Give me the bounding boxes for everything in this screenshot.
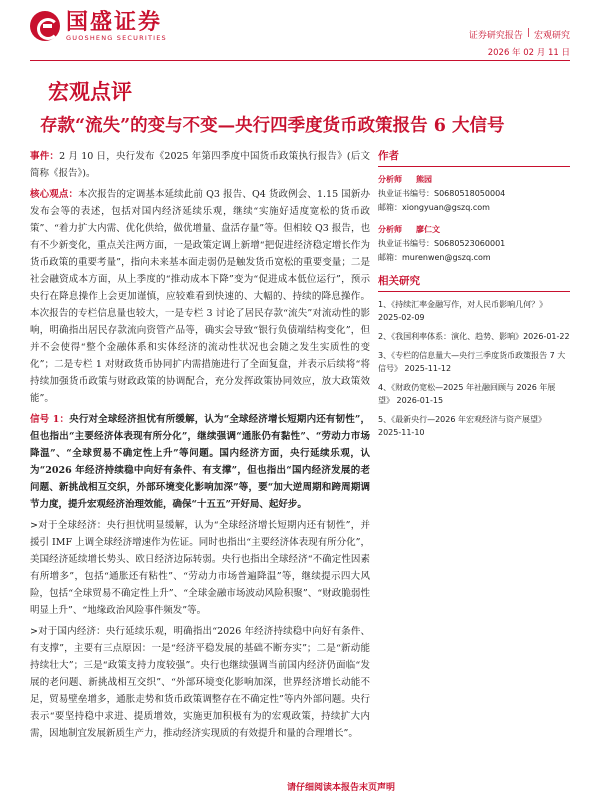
category-separator: |: [526, 28, 530, 38]
related-report-link[interactable]: 3、《专栏的信息量大—央行三季度货币政策报告 7 大信号》 2025-11-12: [378, 351, 566, 373]
analyst-email[interactable]: xiongyuan@gszq.com: [402, 203, 490, 212]
cert-label: 执业证书编号：: [378, 239, 434, 248]
analyst-name: 熊园: [416, 175, 432, 184]
analyst-role: 分析师: [378, 175, 402, 184]
report-header: [0, 0, 600, 66]
main-body: [30, 148, 370, 746]
doc-type: 宏观点评: [48, 79, 132, 104]
logo-name-en: GUOSHENG SECURITIES: [66, 34, 167, 42]
related-report-link[interactable]: 1、《持续汇率金融写作，对人民币影响几何？》 2025-02-09: [378, 300, 548, 322]
analyst-email[interactable]: murenwen@gszq.com: [402, 253, 491, 262]
report-date: 2026 年 02 月 11 日: [487, 48, 570, 58]
authors-heading: 作者: [378, 148, 570, 167]
cert-number: S0680523060001: [434, 239, 506, 248]
global-economy-paragraph: >对于全球经济：央行担忧明显缓解，认为“全球经济增长短期内还有韧性”，并援引 IMF 上调全球经济增速作为佐证。同时也指出“主要经济体表现有所分化”，美国经济延续增长势头、欧日经济边际转弱。央行也指出全球经济“不确定性因素有所增多”，包括“通胀还有粘性”、“劳动力市场普遍降温”等，继续提示四大风险，包括“全球贸易不确定性上升”、“全球金融市场波动风险积聚”、“财政脆弱性明显上升”、“地缘政治风险事件频发”等。: [30, 520, 370, 616]
logo-name-cn: 国盛证券: [66, 9, 163, 35]
signal1-label: 信号 1：: [30, 414, 70, 425]
logo-icon: [30, 11, 60, 41]
domestic-economy-paragraph: >对于国内经济：央行延续乐观，明确指出“2026 年经济持续稳中向好有条件、有支撑”，主要有三点原因：一是“经济平稳发展的基础不断夯实”；二是“新动能持续壮大”；三是“政策支持力度较强”。央行也继续强调当前国内经济仍面临“发展的老问题、新挑战相互交织”、“外部环境变化影响加深，世界经济增长动能不足，贸易壁垒增多，通胀走势和货币政策调整存在不确定性”等内外部问题。央行表示“要坚持稳中求进、提质增效，实施更加积极有为的宏观政策，持续扩大内需，因地制宜发展新质生产力，推动经济实现质的有效提升和量的合理增长”。: [30, 626, 370, 739]
analyst-role: 分析师: [378, 225, 402, 234]
email-label: 邮箱：: [378, 203, 402, 212]
analyst-card: [378, 223, 570, 265]
related-heading: 相关研究: [378, 273, 570, 292]
report-category: [469, 28, 570, 41]
email-label: 邮箱：: [378, 253, 402, 262]
related-report-link[interactable]: 4、《财政仍宽松—2025 年社融回顾与 2026 年展望》 2026-01-15: [378, 383, 556, 405]
core-text: 本次报告的定调基本延续此前 Q3 报告、Q4 货政例会、1.15 国新办发布会等的表述，包括对国内经济延续乐观，继续“实施好适度宽松的货币政策”、“着力扩大内需、优化供给，做优增量、盘活存量”等。但相较 Q3 报告，也有不少新变化，重点关注两方面，一是政策定调上新增“把促进经济稳定增长作为货币政策的重要考量”，指向未来基本面走弱仍是触发货币宽松的重要变量；二是社会融资成本方面，从上季度的“推动成本下降”变为“促进成本低位运行”，预示央行在降息操作上会更加谨慎，应较难看到快速的、大幅的、持续的降息操作。本次报告的专栏信息量也较大，一是专栏 3 讨论了居民存款“流失”对流动性的影响，明确指出居民存款流向资管产品等，确实会导致“银行负债端结构变化”，但并不会使得“整个金融体系和实体经济的流动性状况也会随之发生实质性的变化”；二是专栏 1 对财政货币协同扩内需措施进行了全面复盘，并表示后续将“将持续加强货币政策与财政政策的协调配合，充分发挥政策协同效应，放大政策效能”。: [30, 189, 370, 404]
analyst-card: [378, 173, 570, 215]
analyst-name: 廖仁文: [416, 225, 440, 234]
event-text: 2 月 10 日，央行发布《2025 年第四季度中国货币政策执行报告》(后文简称《报告》)。: [30, 151, 370, 179]
footer-disclaimer: 请仔细阅读本报告末页声明: [286, 783, 395, 793]
category-label: 证券研究报告: [468, 31, 523, 41]
page-title: 存款“流失”的变与不变—央行四季度货币政策报告 6 大信号: [40, 116, 505, 136]
related-report-link[interactable]: 5、《最新央行—2026 年宏观经济与资产展望》 2025-11-10: [378, 415, 546, 437]
brand-logo: [30, 10, 167, 42]
core-paragraph: [30, 186, 370, 407]
cert-label: 执业证书编号：: [378, 189, 434, 198]
event-label: 事件：: [30, 151, 60, 162]
related-report-link[interactable]: 2、《我国利率体系：演化、趋势、影响》2026-01-22: [378, 332, 570, 341]
sidebar: [378, 148, 570, 445]
subcategory-label: 宏观研究: [533, 31, 570, 41]
signal1-paragraph: [30, 411, 370, 513]
header-divider: [30, 60, 570, 61]
core-label: 核心观点：: [30, 189, 79, 200]
cert-number: S0680518050004: [434, 189, 506, 198]
signal1-text: 央行对全球经济担忧有所缓解，认为“全球经济增长短期内还有韧性”，但也指出“主要经济体表现有所分化”，继续强调“通胀仍有黏性”、“劳动力市场降温”、“全球贸易不确定性上升”等问题。国内经济方面，央行延续乐观，认为“2026 年经济持续稳中向好有条件、有支撑”，但也指出“国内经济发展的老问题、新挑战相互交织，外部环境变化影响加深”等，要“加大逆周期和跨周期调节力度，提升宏观经济治理效能，确保“十五五”开好局、起好步。: [30, 414, 370, 510]
event-paragraph: [30, 148, 370, 182]
